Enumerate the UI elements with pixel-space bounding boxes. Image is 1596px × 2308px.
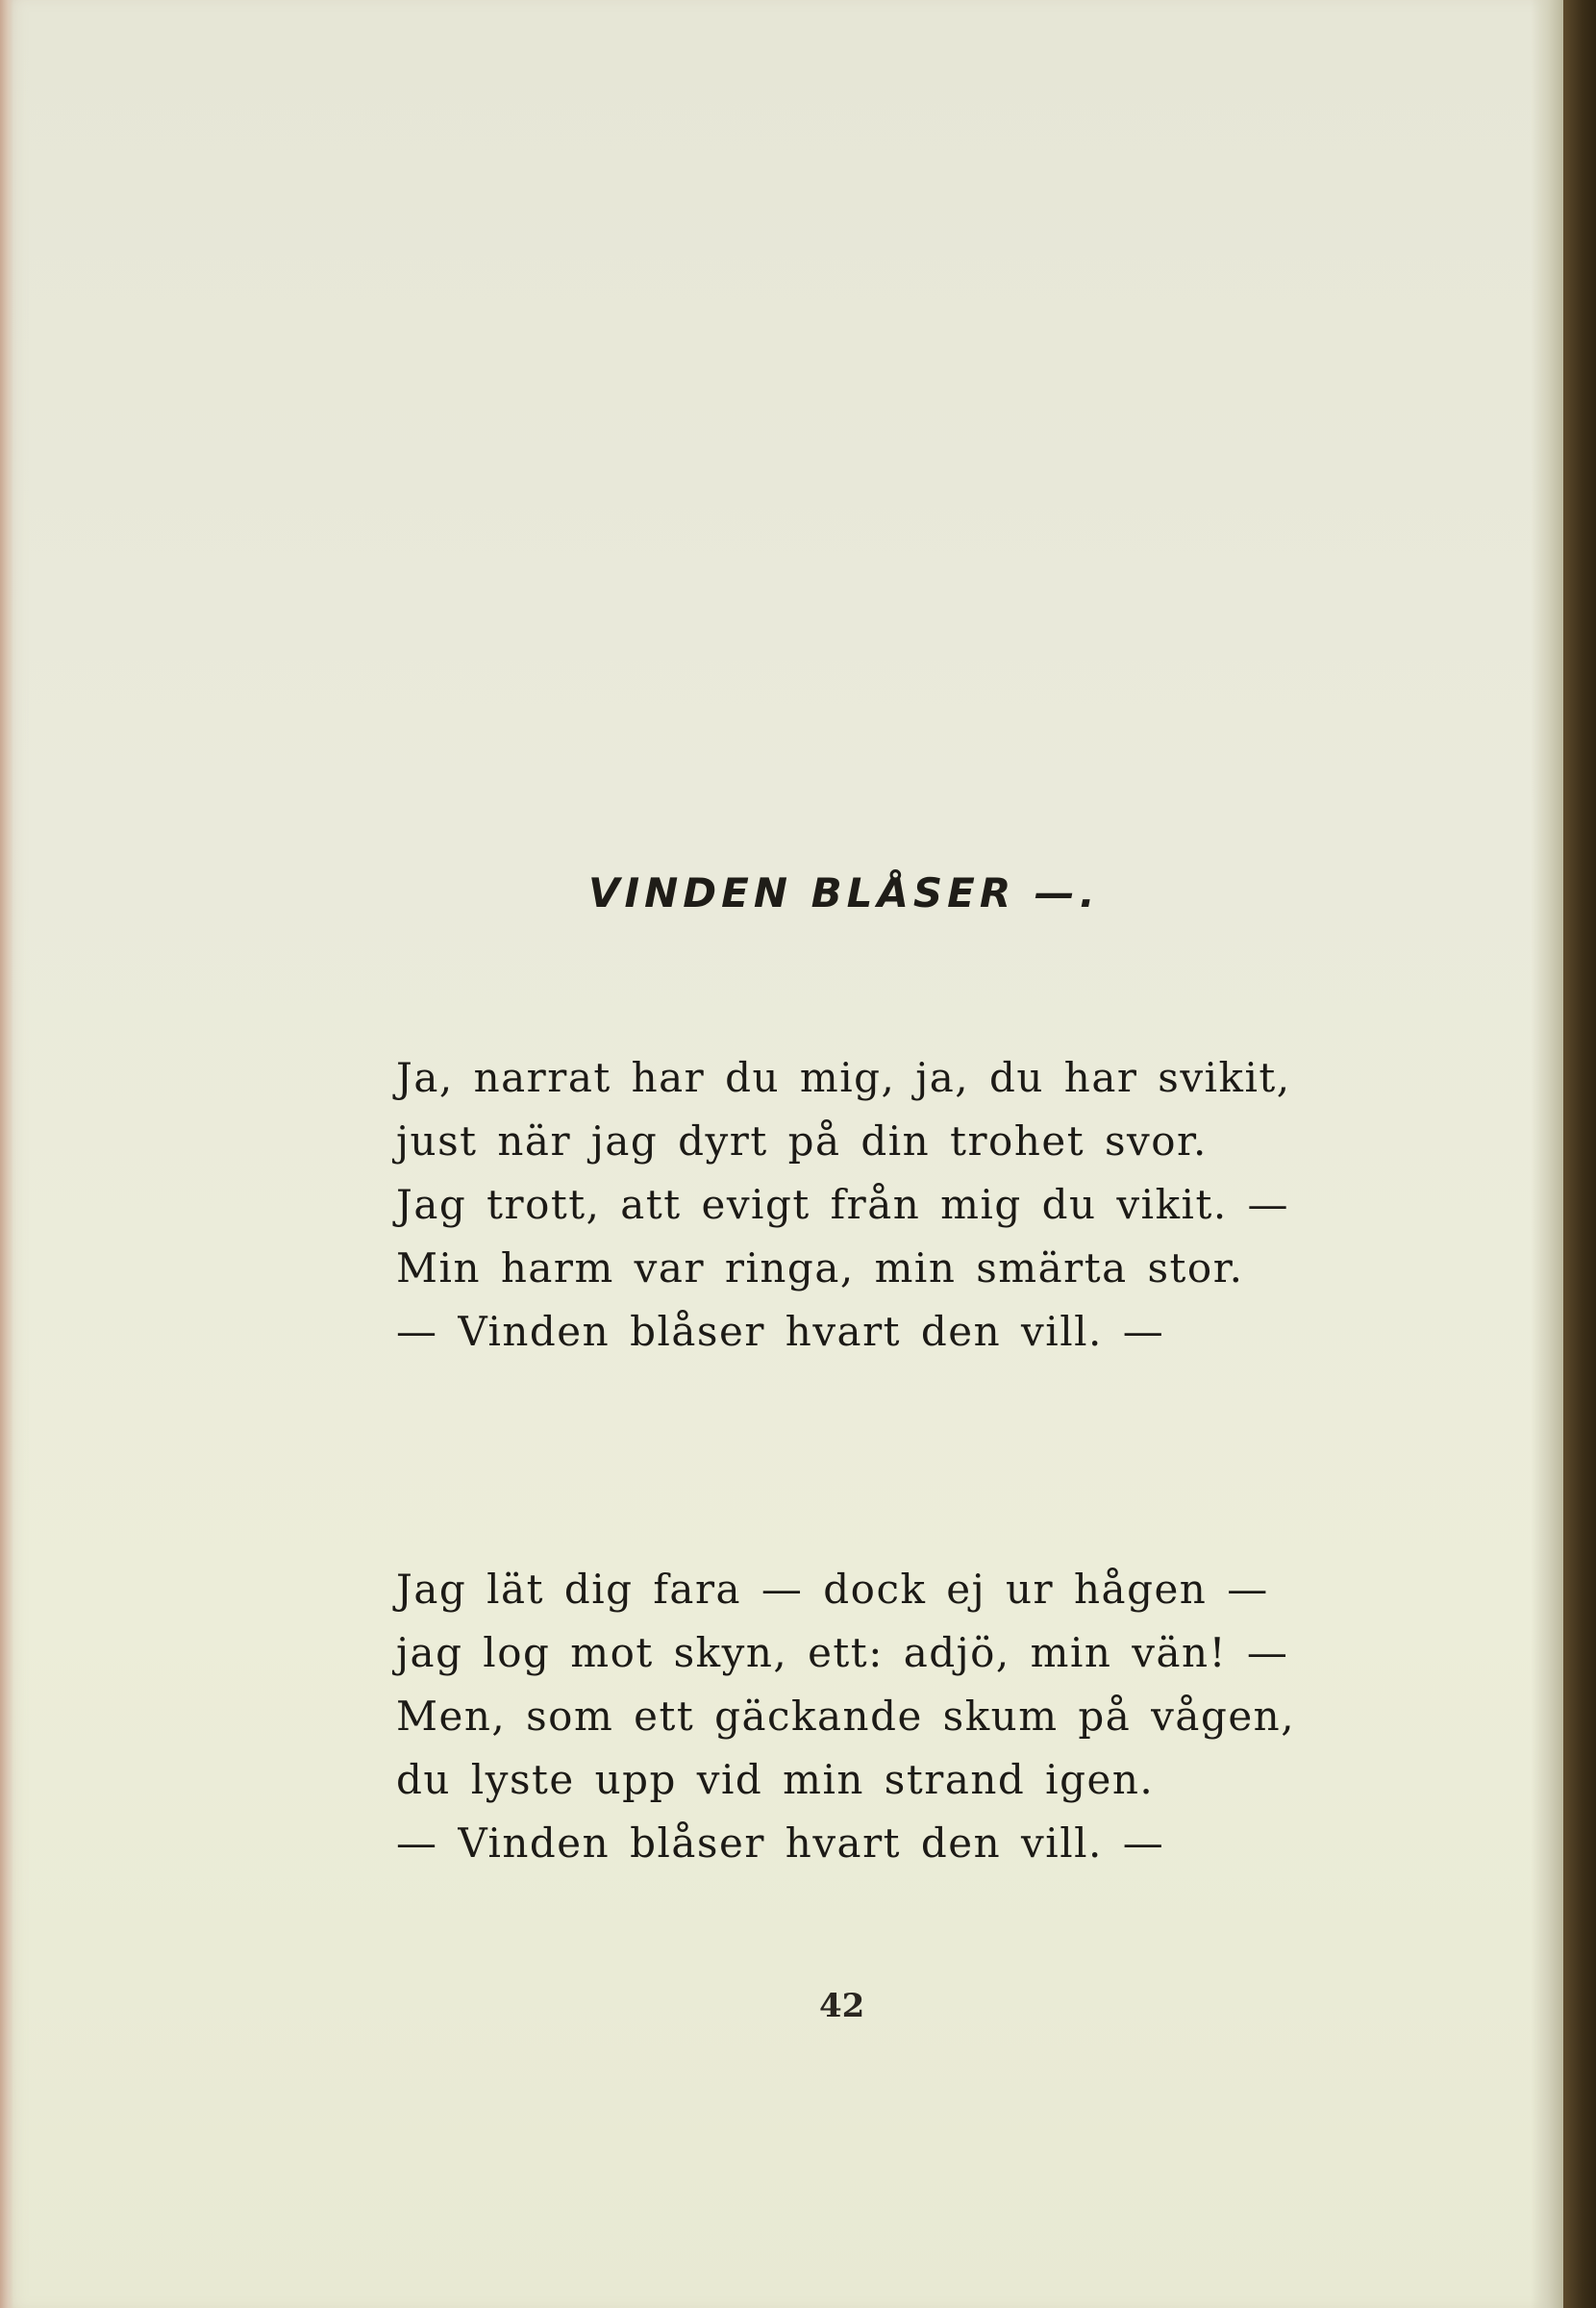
page-gutter-shadow — [0, 0, 13, 2308]
verse-line: Ja, narrat har du mig, ja, du har svikit, — [396, 1054, 1291, 1101]
page-right-edge — [1531, 0, 1565, 2308]
verse-line: Min harm var ringa, min smärta stor. — [396, 1244, 1244, 1292]
stanza-1 — [396, 1046, 1291, 1364]
verse-line: just när jag dyrt på din trohet svor. — [396, 1117, 1208, 1165]
book-binding-edge — [1563, 0, 1596, 2308]
verse-line: Men, som ett gäckande skum på vågen, — [396, 1693, 1296, 1740]
verse-line: jag log mot skyn, ett: adjö, min vän! — — [396, 1629, 1289, 1676]
verse-line: Jag lät dig fara — dock ej ur hågen — — [396, 1566, 1269, 1613]
poem-title: VINDEN BLÅSER —. — [588, 869, 1100, 916]
verse-refrain: — Vinden blåser hvart den vill. — — [396, 1308, 1165, 1355]
verse-line: Jag trott, att evigt från mig du vikit. — — [396, 1181, 1290, 1228]
verse-line: du lyste upp vid min strand igen. — [396, 1756, 1155, 1803]
verse-refrain: — Vinden blåser hvart den vill. — — [396, 1819, 1165, 1867]
stanza-2 — [396, 1558, 1295, 1875]
page-number: 42 — [819, 1987, 865, 2025]
